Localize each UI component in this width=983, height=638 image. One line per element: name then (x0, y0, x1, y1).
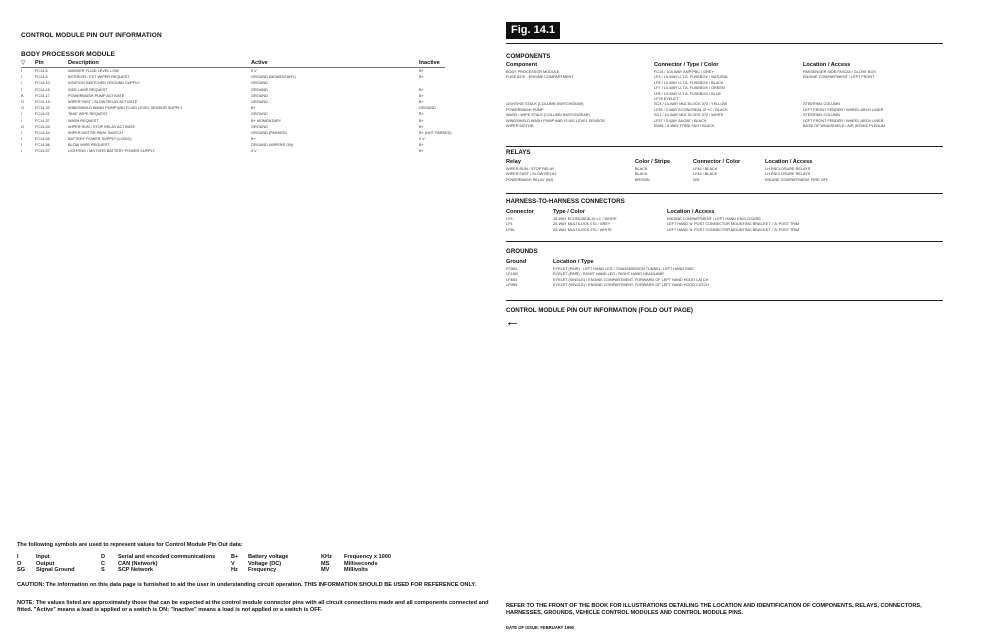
ground-row-cell: EYELET (PAIR) - LEFT HAND LEG / TRANSMISSION TUNNEL, LEFT HAND SIDE (553, 267, 694, 271)
pin-inactive: B+ (419, 75, 424, 80)
symbol-cell: SG (17, 567, 26, 573)
pin-description: SIDE LAMP REQUEST (68, 87, 108, 92)
component-row-cell: LF5 / 10-WAY U.T.A. FUSEBOX / BLACK (654, 80, 724, 85)
component-row-cell: FUSE BOX - ENGINE COMPARTMENT (506, 75, 574, 80)
relay-row-cell: WIPER FAST / SLOW RELAY (506, 172, 557, 177)
pin-inactive: B+ (419, 143, 424, 148)
connector-header: Connector / Type / Color (654, 62, 719, 68)
foldout-title: CONTROL MODULE PIN OUT INFORMATION (FOLD OUT PAGE) (506, 307, 693, 314)
ground-row-cell: LF9B5 (506, 283, 518, 288)
pin-table-body (21, 68, 452, 155)
grounds-table (506, 267, 709, 289)
symbol-cell: I (17, 554, 19, 560)
symbols-intro: The following symbols are used to represent values for Control Module Pin Out data: (17, 542, 243, 548)
pin-table-header (21, 60, 440, 66)
harness-type-header: Type / Color (553, 209, 585, 215)
ground-row-cell: EYELET (SINGLE) / ENGINE COMPARTMENT, FORWARD OF LEFT HAND HOOD CATCH (553, 283, 709, 288)
pin-id: FC14-37 (35, 118, 50, 123)
component-row-cell: BODY PROCESSOR MODULE (506, 70, 560, 74)
pin-type: I (21, 137, 23, 142)
pin-id: FC14-56 (35, 143, 50, 148)
pin-active: GROUND (251, 87, 268, 92)
pin-id: FC14-21 (35, 112, 50, 117)
symbol-cell: Frequency x 1000 (344, 554, 391, 560)
pin-type: I (21, 69, 23, 73)
pin-active: GROUND (251, 93, 268, 98)
relay-row-cell: BROWN (635, 177, 650, 182)
pin-description: WIPER MOTOR PARK SWITCH (68, 130, 123, 135)
pin-type: O (21, 99, 24, 104)
pin-description: BLOW WIPE REQUEST (68, 143, 110, 148)
pin-id: FC14-44 (35, 130, 50, 135)
component-row-cell: WIPER MOTOR (506, 123, 534, 128)
arrow-down-icon: ▽ (21, 60, 26, 66)
harness-rule (506, 241, 943, 242)
ground-row-cell: LF4B3 (506, 277, 518, 282)
pin-description: WIPER FAST / SLOW RELAY ACTIVATE (68, 99, 138, 104)
pin-description: INTERIOR / EXT WIPER REQUEST (68, 75, 130, 80)
relays-title: RELAYS (506, 149, 531, 156)
component-row-cell: BASE OF WINDSHIELD / AIR INTAKE PLENUM (803, 123, 885, 128)
pin-active: GROUND (WIPERS ON) (251, 143, 294, 148)
relay-row-cell: LH ENCLOSURE RELAYS (765, 167, 811, 171)
pin-inactive: 0 V (419, 137, 425, 142)
symbol-cell: Frequency (248, 567, 277, 573)
pin-id: FC14-43 (35, 124, 50, 129)
pin-active: GROUND (PARKED) (251, 130, 287, 135)
pin-description: POWERWASH PUMP ACTIVATE (68, 93, 125, 98)
component-row-cell: WINDSHIELD WASH PUMP AND FLUID LEVEL SENSOR (506, 118, 605, 123)
pin-active: GROUND (251, 124, 268, 129)
pin-active: GROUND (251, 112, 268, 117)
location-header: Location / Access (803, 62, 851, 68)
pin-inactive: B+ (419, 112, 424, 117)
component-row-cell: STEERING COLUMN (803, 102, 840, 107)
pin-description: WASH REQUEST (68, 118, 99, 123)
component-row-cell: SC4 / 14-WAY MULTILOCK 070 / YELLOW (654, 102, 728, 107)
component-row (506, 124, 885, 129)
pin-inactive: B+ (419, 124, 424, 129)
symbol-cell: O (17, 560, 22, 567)
components-table (506, 70, 885, 129)
symbol-cell: SCP Network (118, 567, 154, 573)
symbol-cell: Hz (231, 567, 238, 573)
pin-column-header: Pin (35, 60, 44, 66)
relay-row-cell: ENGINE COMPARTMENT FIRE OFF (765, 177, 829, 182)
pin-active: GROUND (251, 99, 268, 104)
symbol-cell: D (101, 554, 106, 560)
pin-type: I (21, 149, 23, 154)
relay-row-cell: LF46 / BLACK (693, 172, 718, 177)
ground-row (506, 283, 709, 288)
component-row-cell: LF3 / 10-WAY U.T.A. FUSEBOX / NATURAL (654, 75, 729, 80)
pin-id: FC14-17 (35, 93, 50, 98)
symbol-cell: Output (36, 560, 55, 567)
active-column-header: Active (251, 60, 268, 66)
grounds-title: GROUNDS (506, 248, 538, 255)
components-title: COMPONENTS (506, 53, 551, 60)
component-row-cell: ENGINE COMPARTMENT / LEFT FRONT (803, 75, 875, 80)
component-row-cell: LF35 / 2-WAY ECONOSEAL III +C / BLACK (654, 107, 728, 112)
relay-header: Relay (506, 159, 521, 165)
pin-type: O (21, 106, 24, 111)
relay-row (506, 178, 828, 183)
figure-label: Fig. 14.1 (506, 22, 560, 39)
component-row-cell: LF7 / 10-WAY U.T.A. FUSEBOX / GREEN (654, 86, 725, 91)
color-stripe-header: Color / Stripe (635, 159, 671, 165)
symbol-cell: Serial and encoded communications (118, 554, 216, 560)
symbol-cell: Signal Ground (36, 567, 75, 573)
pin-id: FC14-6 (35, 75, 48, 80)
harness-row-cell: LEFT HAND 'A' POST CONNECTOR MOUNTING BRACKET / 'A' POST TRIM (667, 222, 800, 227)
pin-active: B+ (251, 137, 256, 142)
harness-location-header: Location / Access (667, 209, 715, 215)
relays-header (506, 159, 812, 165)
module-title: BODY PROCESSOR MODULE (21, 51, 116, 58)
component-row-cell: WASH / WIPE STALK (COLUMN SWITCHGEAR) (506, 113, 590, 118)
pin-inactive: GROUND (419, 106, 436, 111)
pin-type: I (21, 81, 23, 86)
harness-row-cell: 20-WAY MULTILOCK 070 / GREY (553, 222, 611, 227)
symbol-cell: MS (321, 560, 330, 567)
component-row-cell: LF8 / 10-WAY U.T.A. FUSEBOX / BLUE (654, 91, 722, 96)
harness-row-cell: ENGINE COMPARTMENT / LEFT HAND ENCLOSURE (667, 217, 761, 221)
pin-inactive: B+ (419, 118, 424, 123)
harness-row-cell: LF3 (506, 217, 513, 221)
harness-row-cell: LEFT HAND 'A' POST CONNECTOR MOUNTING BRACKET / 'A' POST TRIM (667, 227, 800, 232)
pin-type: I (21, 118, 23, 123)
symbol-cell: B+ (231, 554, 239, 560)
component-row-cell: SC1 / 10-WAY MULTILOCK 070 / WHITE (654, 113, 724, 118)
ground-row-cell: EYELET (PAIR) - RIGHT HAND LEG / RIGHT HAND HEADLAMP (553, 272, 664, 277)
harness-row-cell: 10-WAY ECONOSEAL III LC / WHITE (553, 217, 617, 221)
component-row-cell: LEFT FRONT FENDER / WHEEL ARCH LINER (803, 118, 884, 123)
page-title: CONTROL MODULE PIN OUT INFORMATION (21, 32, 162, 39)
symbol-cell: MV (321, 567, 330, 573)
symbol-cell: Voltage (DC) (248, 560, 282, 567)
pin-description: TAKE WIPE REQUEST (68, 112, 108, 117)
relay-row-cell: LF45 / BLACK (693, 167, 718, 171)
pin-type: B (21, 93, 24, 98)
harness-table (506, 217, 799, 233)
ground-location-header: Location / Type (553, 259, 594, 265)
pin-active: 0 V (251, 149, 257, 154)
description-column-header: Description (68, 60, 99, 66)
symbol-cell: Milliseconds (344, 560, 378, 567)
back-arrow-icon[interactable]: ← (505, 313, 520, 330)
inactive-column-header: Inactive (419, 60, 440, 66)
pin-id: FC14-57 (35, 149, 50, 154)
top-rule (506, 43, 943, 44)
relay-row-cell: N/S (693, 177, 700, 182)
harness-row-cell: 20-WAY MULTILOCK 070 / WHITE (553, 227, 612, 232)
pin-description: LIGHTING / MOTORS BATTERY POWER SUPPLY (68, 149, 155, 154)
symbol-cell: V (231, 560, 235, 567)
grounds-header (506, 259, 594, 265)
symbol-cell: C (101, 560, 106, 567)
pin-active: GROUND (251, 81, 268, 86)
pin-type: I (21, 130, 23, 135)
component-row-cell: PASSENGER SIDE FASCIA / GLOVE BOX (803, 70, 876, 74)
pin-id: FC14-55 (35, 137, 50, 142)
pin-id: FC14-5 (35, 69, 48, 73)
pin-description: WASHER FLUID LEVEL LOW (68, 69, 119, 73)
refer-text: REFER TO THE FRONT OF THE BOOK FOR ILLUSTRATIONS DETAILING THE LOCATION AND IDENTIFICATION OF COMPONENTS, RELAYS, CONNECTORS, HARNESSES, GROUNDS, VEHICLE CONTROL MODULES AND CONTROL MODULE PINS. (506, 603, 922, 616)
symbols-legend (17, 554, 407, 574)
caution-text: CAUTION: The information on this data page is furnished to aid the user in understanding circuit operation. THIS INFORMATION SHOULD BE USED FOR REFERENCE ONLY. (17, 582, 477, 588)
pin-inactive: B+ (NOT PARKED) (419, 130, 452, 135)
pin-description: WIPER RUN / STOP RELAY ACTIVATE (68, 124, 136, 129)
component-header: Component (506, 62, 538, 68)
pin-description: IGNITION SWITCHED GROUND SUPPLY (68, 81, 140, 86)
component-row-cell: EM51 / 5-WAY FORD FAO / BLACK (654, 123, 715, 128)
component-row-cell: LIGHTING STALK (COLUMN SWITCHGEAR) (506, 102, 584, 107)
symbol-cell: Battery voltage (248, 554, 289, 560)
symbol-row (17, 567, 407, 574)
relay-row-cell: BLACK (635, 167, 648, 171)
harness-row-cell: LP81 (506, 227, 515, 232)
component-row-cell: FC14 / 104-WAY AMP PBC / GREY (654, 70, 714, 74)
relay-row-cell: LH ENCLOSURE RELAYS (765, 172, 811, 177)
components-header (506, 62, 850, 68)
component-row-cell: LF78 EYELET (654, 96, 679, 101)
ground-row-cell: FC5BL (506, 267, 518, 271)
components-rule (506, 146, 943, 147)
ground-row-cell: LF1AR (506, 272, 518, 277)
component-row-cell: LEFT FRONT FENDER / WHEEL ARCH LINER (803, 107, 884, 112)
symbol-cell: Input (36, 554, 50, 560)
component-row-cell: POWERWASH PUMP (506, 107, 544, 112)
pin-inactive: B+ (419, 99, 424, 104)
relay-row-cell: WIPER RUN / STOP RELAY (506, 167, 555, 171)
pin-inactive: B+ (419, 87, 424, 92)
relay-location-header: Location / Access (765, 159, 813, 165)
symbol-cell: Millivolts (344, 567, 368, 573)
relay-row-cell: POWERWASH RELAY (N/I) (506, 177, 554, 182)
pin-active: B+ MOMENTARY (251, 118, 282, 123)
pin-type: I (21, 112, 23, 117)
pin-type: I (21, 75, 23, 80)
pin-type: I (21, 87, 23, 92)
relay-row-cell: BLACK (635, 172, 648, 177)
harness-header (506, 209, 714, 215)
relays-rule (506, 193, 943, 194)
pin-id: FC14-19 (35, 99, 50, 104)
symbol-cell: KHz (321, 554, 332, 560)
pin-description: BATTERY POWER SUPPLY (LOGIC) (68, 137, 132, 142)
harness-row-cell: LP1 (506, 222, 513, 227)
note-text: NOTE: The values listed are approximately those that can be expected at the control module connector pins with all circuit connections made and all components connected and fitted. "Active" means a load is applied or a switch is ON; "Inactive" means a load is not applied or a switch is OFF. (17, 600, 489, 613)
pin-active: B+ (251, 106, 256, 111)
pin-active: 0 V (251, 69, 257, 73)
symbol-cell: S (101, 567, 105, 573)
ground-row-cell: EYELET (SINGLE) / ENGINE COMPARTMENT, FORWARD OF LEFT HAND HOOD LATCH (553, 277, 709, 282)
pin-inactive: B+ (419, 93, 424, 98)
pin-type: O (21, 124, 24, 129)
pin-active: GROUND (MOMENTARY) (251, 75, 296, 80)
pin-id: FC14-20 (35, 106, 50, 111)
harness-title: HARNESS-TO-HARNESS CONNECTORS (506, 198, 625, 205)
component-row-cell: STEERING COLUMN (803, 113, 840, 118)
pin-type: I (21, 143, 23, 148)
pin-id: FC14-10 (35, 81, 50, 86)
harness-row (506, 228, 799, 233)
pin-inactive: B+ (419, 149, 424, 154)
relay-connector-header: Connector / Color (693, 159, 741, 165)
pin-id: FC14-15 (35, 87, 50, 92)
component-row-cell: LF37 / 3-WAY AUGAT / BLACK (654, 118, 707, 123)
symbol-cell: CAN (Network) (118, 560, 158, 567)
pin-row (21, 148, 452, 154)
relays-table (506, 167, 828, 183)
harness-connector-header: Connector (506, 209, 534, 215)
pin-inactive: B+ (419, 69, 424, 73)
date-of-issue: DATE OF ISSUE: FEBRUARY 1999 (506, 625, 574, 630)
ground-header: Ground (506, 259, 527, 265)
grounds-rule (506, 300, 943, 301)
pin-description: WINDSHIELD WASH PUMP AND FLUID LEVEL SENSOR SUPPLY (68, 106, 183, 111)
